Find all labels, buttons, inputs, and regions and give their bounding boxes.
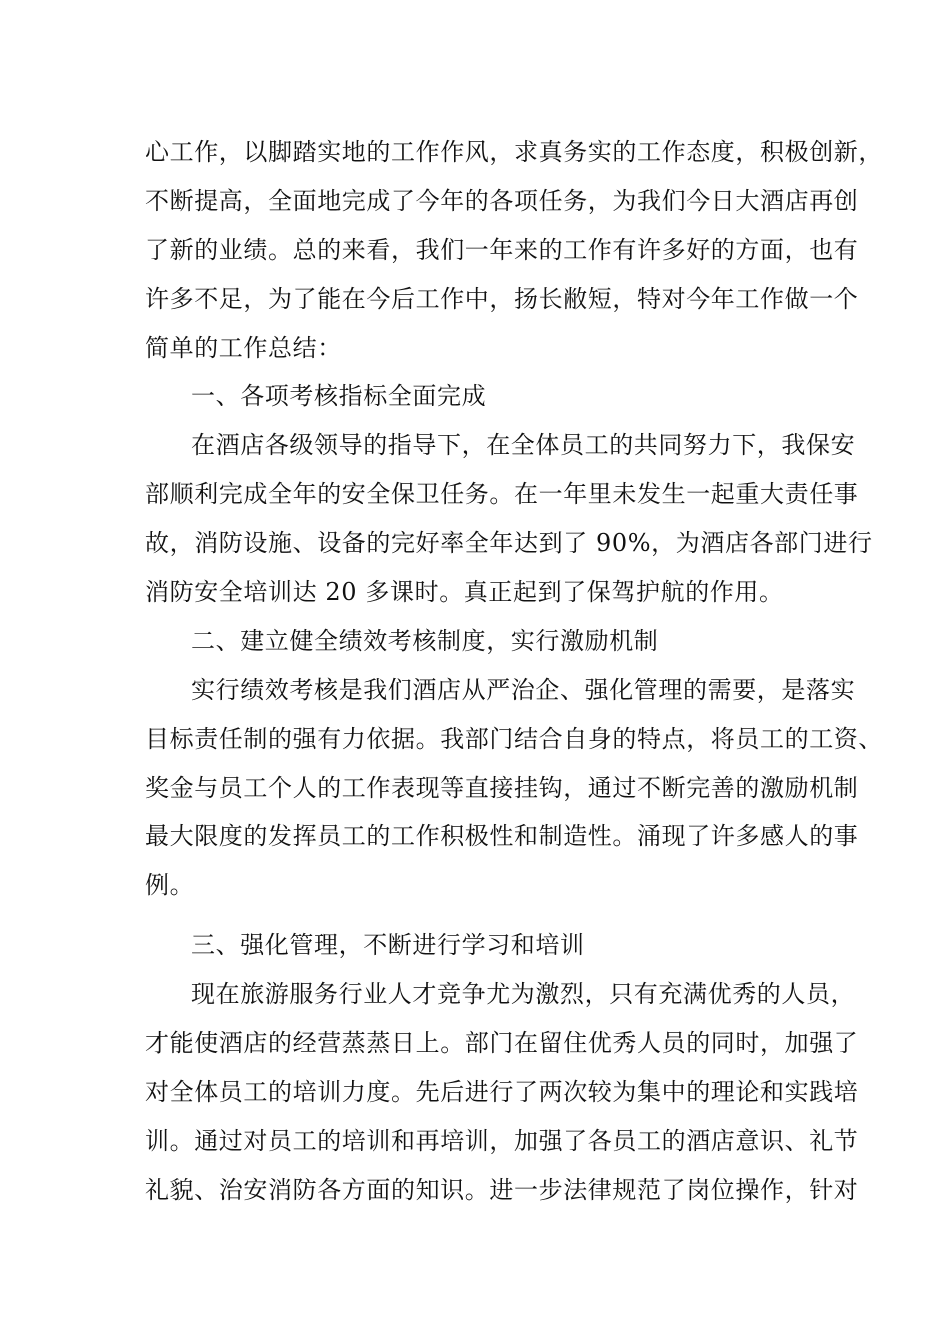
paragraph-first-line: 实行绩效考核是我们酒店从严治企、强化管理的需要，是落实 [191, 675, 856, 704]
text-line: 部顺利完成全年的安全保卫任务。在一年里未发生一起重大责任事 [145, 480, 859, 509]
text-line: 奖金与员工个人的工作表现等直接挂钩，通过不断完善的激励机制 [145, 773, 859, 802]
text-line: 简单的工作总结： [145, 333, 342, 362]
paragraph-first-line: 现在旅游服务行业人才竞争尤为激烈，只有充满优秀的人员， [191, 980, 856, 1009]
paragraph-first-line: 二、建立健全绩效考核制度，实行激励机制 [191, 626, 659, 655]
text-line: 故，消防设施、设备的完好率全年达到了 90%，为酒店各部门进行 [145, 529, 873, 558]
text-line: 训。通过对员工的培训和再培训，加强了各员工的酒店意识、礼节 [145, 1126, 859, 1155]
text-line: 目标责任制的强有力依据。我部门结合自身的特点，将员工的工资、 [145, 724, 883, 753]
text-line: 对全体员工的培训力度。先后进行了两次较为集中的理论和实践培 [145, 1077, 859, 1106]
paragraph-first-line: 一、各项考核指标全面完成 [191, 382, 487, 411]
text-line: 了新的业绩。总的来看，我们一年来的工作有许多好的方面，也有 [145, 235, 859, 264]
text-line: 礼貌、治安消防各方面的知识。进一步法律规范了岗位操作，针对 [145, 1175, 859, 1204]
text-line: 例。 [145, 871, 195, 900]
text-line: 消防安全培训达 20 多课时。真正起到了保驾护航的作用。 [145, 578, 784, 607]
paragraph-first-line: 在酒店各级领导的指导下，在全体员工的共同努力下，我保安 [191, 431, 856, 460]
document-body-text [145, 128, 883, 1215]
text-line: 才能使酒店的经营蒸蒸日上。部门在留住优秀人员的同时，加强了 [145, 1029, 859, 1058]
text-line: 不断提高，全面地完成了今年的各项任务，为我们今日大酒店再创 [145, 186, 859, 215]
text-line: 心工作，以脚踏实地的工作作风，求真务实的工作态度，积极创新， [145, 138, 883, 166]
text-line: 许多不足，为了能在今后工作中，扬长敝短，特对今年工作做一个 [145, 284, 859, 313]
text-line: 最大限度的发挥员工的工作积极性和制造性。涌现了许多感人的事 [145, 822, 859, 851]
paragraph-first-line: 三、强化管理，不断进行学习和培训 [191, 931, 585, 960]
